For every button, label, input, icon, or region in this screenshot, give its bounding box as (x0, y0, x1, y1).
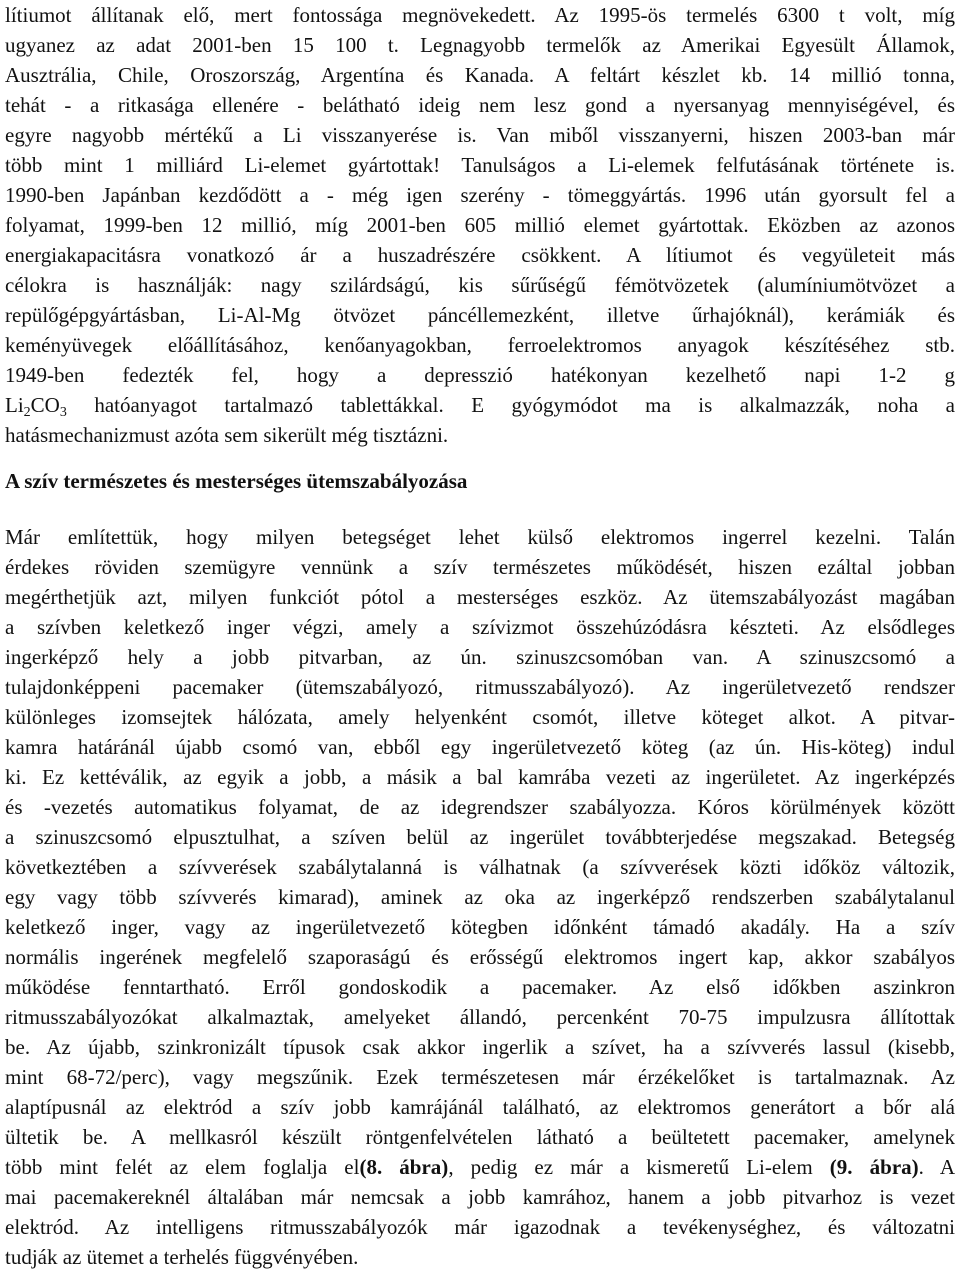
text-line: a szívben keletkező inger végzi, amely a szívizmot összehúzódásra készteti. Az elsődleges (5, 615, 955, 639)
text-line: egy vagy több szívverés kimarad), aminek az oka az ingerképző rendszerben szabálytalanul (5, 885, 955, 909)
formula-co: CO (30, 393, 60, 417)
paragraph-pacemaker (5, 522, 955, 1272)
text-line: lítiumot állítanak elő, mert fontossága megnövekedett. Az 1995-ös termelés 6300 t volt, míg (5, 3, 955, 27)
text-line: érdekes röviden szemügyre vennünk a szív természetes működését, hiszen ezáltal jobban (5, 555, 955, 579)
text-line: különleges izomsejtek hálózata, amely helyenként csomót, illetve köteget alkot. A pitvar- (5, 705, 955, 729)
text-line: hatásmechanizmust azóta sem sikerült még tisztázni. (5, 423, 449, 447)
fig-line-mid: , pedig ez már a kismeretű Li-elem (448, 1155, 830, 1179)
text-line: ki. Ez kettéválik, az egyik a jobb, a másik a bal kamrába vezeti az ingerületet. Az ingerképzés (5, 765, 955, 789)
text-line: be. Az újabb, szinkronizált típusok csak akkor ingerlik a szívet, ha a szívverés lassul (kisebb, (5, 1035, 955, 1059)
figure-9-reference: (9. ábra) (829, 1155, 919, 1179)
text-line: mint 68-72/perc), vagy megszűnik. Ezek természetesen már érzékelőket is tartalmaznak. Az (5, 1065, 955, 1089)
fig-line-post: . A (918, 1155, 955, 1179)
text-line: és -vezetés automatikus folyamat, de az idegrendszer szabályozza. Kóros körülmények között (5, 795, 955, 819)
text-line: ugyanez az adat 2001-ben 15 100 t. Legnagyobb termelők az Amerikai Egyesült Államok, (5, 33, 955, 57)
text-line: energiakapacitásra vonatkozó ár a huszadrészére csökkent. A lítiumot és vegyületeit más (5, 243, 955, 267)
section-heading: A szív természetes és mesterséges ütemszabályozása (5, 469, 468, 493)
text-line: 1990-ben Japánban kezdődött a - még igen szerény - tömeggyártás. 1996 után gyorsult fel a (5, 183, 955, 207)
formula-line-rest: hatóanyagot tartalmazó tablettákkal. E gyógymódot ma is alkalmazzák, noha a (66, 393, 955, 417)
formula-subscript: 3 (59, 405, 67, 420)
text-line: elektród. Az intelligens ritmusszabályozók már igazodnak a tevékenységhez, és változatni (5, 1215, 955, 1239)
text-line: Már említettük, hogy milyen betegséget lehet külső elektromos ingerrel kezelni. Talán (5, 525, 955, 549)
text-line: keményüvegek előállításához, kenőanyagokban, ferroelektromos anyagok készítéséhez stb. (5, 333, 955, 357)
text-line: tulajdonképpeni pacemaker (ütemszabályozó, ritmusszabályozó). Az ingerületvezető rendszer (5, 675, 955, 699)
text-line: alaptípusnál az elektród a szív jobb kamrájánál található, az elektromos generátort a bőr alá (5, 1095, 955, 1119)
text-line: megérthetjük azt, milyen funkciót pótol a mesterséges eszköz. Az ütemszabályozást magában (5, 585, 955, 609)
text-line: ingerképző hely a jobb pitvarban, az ún. szinuszcsomóban van. A szinuszcsomó a (5, 645, 955, 669)
figure-reference-line (5, 1152, 955, 1182)
paragraph-lithium (5, 0, 955, 450)
text-line: repülőgépgyártásban, Li-Al-Mg ötvözet páncéllemezként, illetve űrhajóknál), kerámiák és (5, 303, 955, 327)
text-line: kamra határánál újabb csomó van, ebből egy ingerületvezető köteg (az ún. His-köteg) indul (5, 735, 955, 759)
formula-line (5, 390, 955, 420)
text-line: több mint 1 milliárd Li-elemet gyártottak! Tanulságos a Li-elemek felfutásának története is. (5, 153, 955, 177)
text-line: Ausztrália, Chile, Oroszország, Argentína és Kanada. A feltárt készlet kb. 14 millió tonna, (5, 63, 955, 87)
text-line: tudják az ütemet a terhelés függvényében. (5, 1245, 359, 1269)
text-line: tehát - a ritkasága ellenére - belátható ideig nem lesz gond a nyersanyag mennyiségével, és (5, 93, 955, 117)
text-line: mai pacemakereknél általában már nemcsak a jobb kamrához, hanem a jobb pitvarhoz is vezet (5, 1185, 955, 1209)
text-line: egyre nagyobb mértékű a Li visszanyerése is. Van miből visszanyerni, hiszen 2003-ban már (5, 123, 955, 147)
text-line: ritmusszabályozókat alkalmaztak, amelyeket állandó, percenként 70-75 impulzusra állítottak (5, 1005, 955, 1029)
text-line: a szinuszcsomó elpusztulhat, a szíven belül az ingerület továbbterjedése megszakad. Betegség (5, 825, 955, 849)
formula-li: Li (5, 393, 24, 417)
text-line: folyamat, 1999-ben 12 millió, míg 2001-ben 605 millió elemet gyártottak. Eközben az azonos (5, 213, 955, 237)
text-line: 1949-ben fedezték fel, hogy a depresszió hatékonyan kezelhető napi 1-2 g (5, 363, 955, 387)
formula-subscript: 2 (23, 405, 31, 420)
text-line: ültetik be. A mellkasról készült röntgenfelvételen látható a beültetett pacemaker, amelynek (5, 1125, 955, 1149)
text-line: következtében a szívverések szabálytalanná is válhatnak (a szívverések közti időköz változik, (5, 855, 955, 879)
fig-line-pre: több mint felét az elem foglalja el (5, 1155, 360, 1179)
text-line: keletkező inger, vagy az ingerületvezető kötegben időnként támadó akadály. Ha a szív (5, 915, 955, 939)
text-line: normális ingerének megfelelő szaporaságú és erősségű elektromos ingert kap, akkor szabályos (5, 945, 955, 969)
text-line: működése fenntartható. Erről gondoskodik a pacemaker. Az első időkben aszinkron (5, 975, 955, 999)
figure-8-reference: (8. ábra) (359, 1155, 449, 1179)
text-line: célokra is használják: nagy szilárdságú, kis sűrűségű fémötvözetek (alumíniumötvözet a (5, 273, 955, 297)
